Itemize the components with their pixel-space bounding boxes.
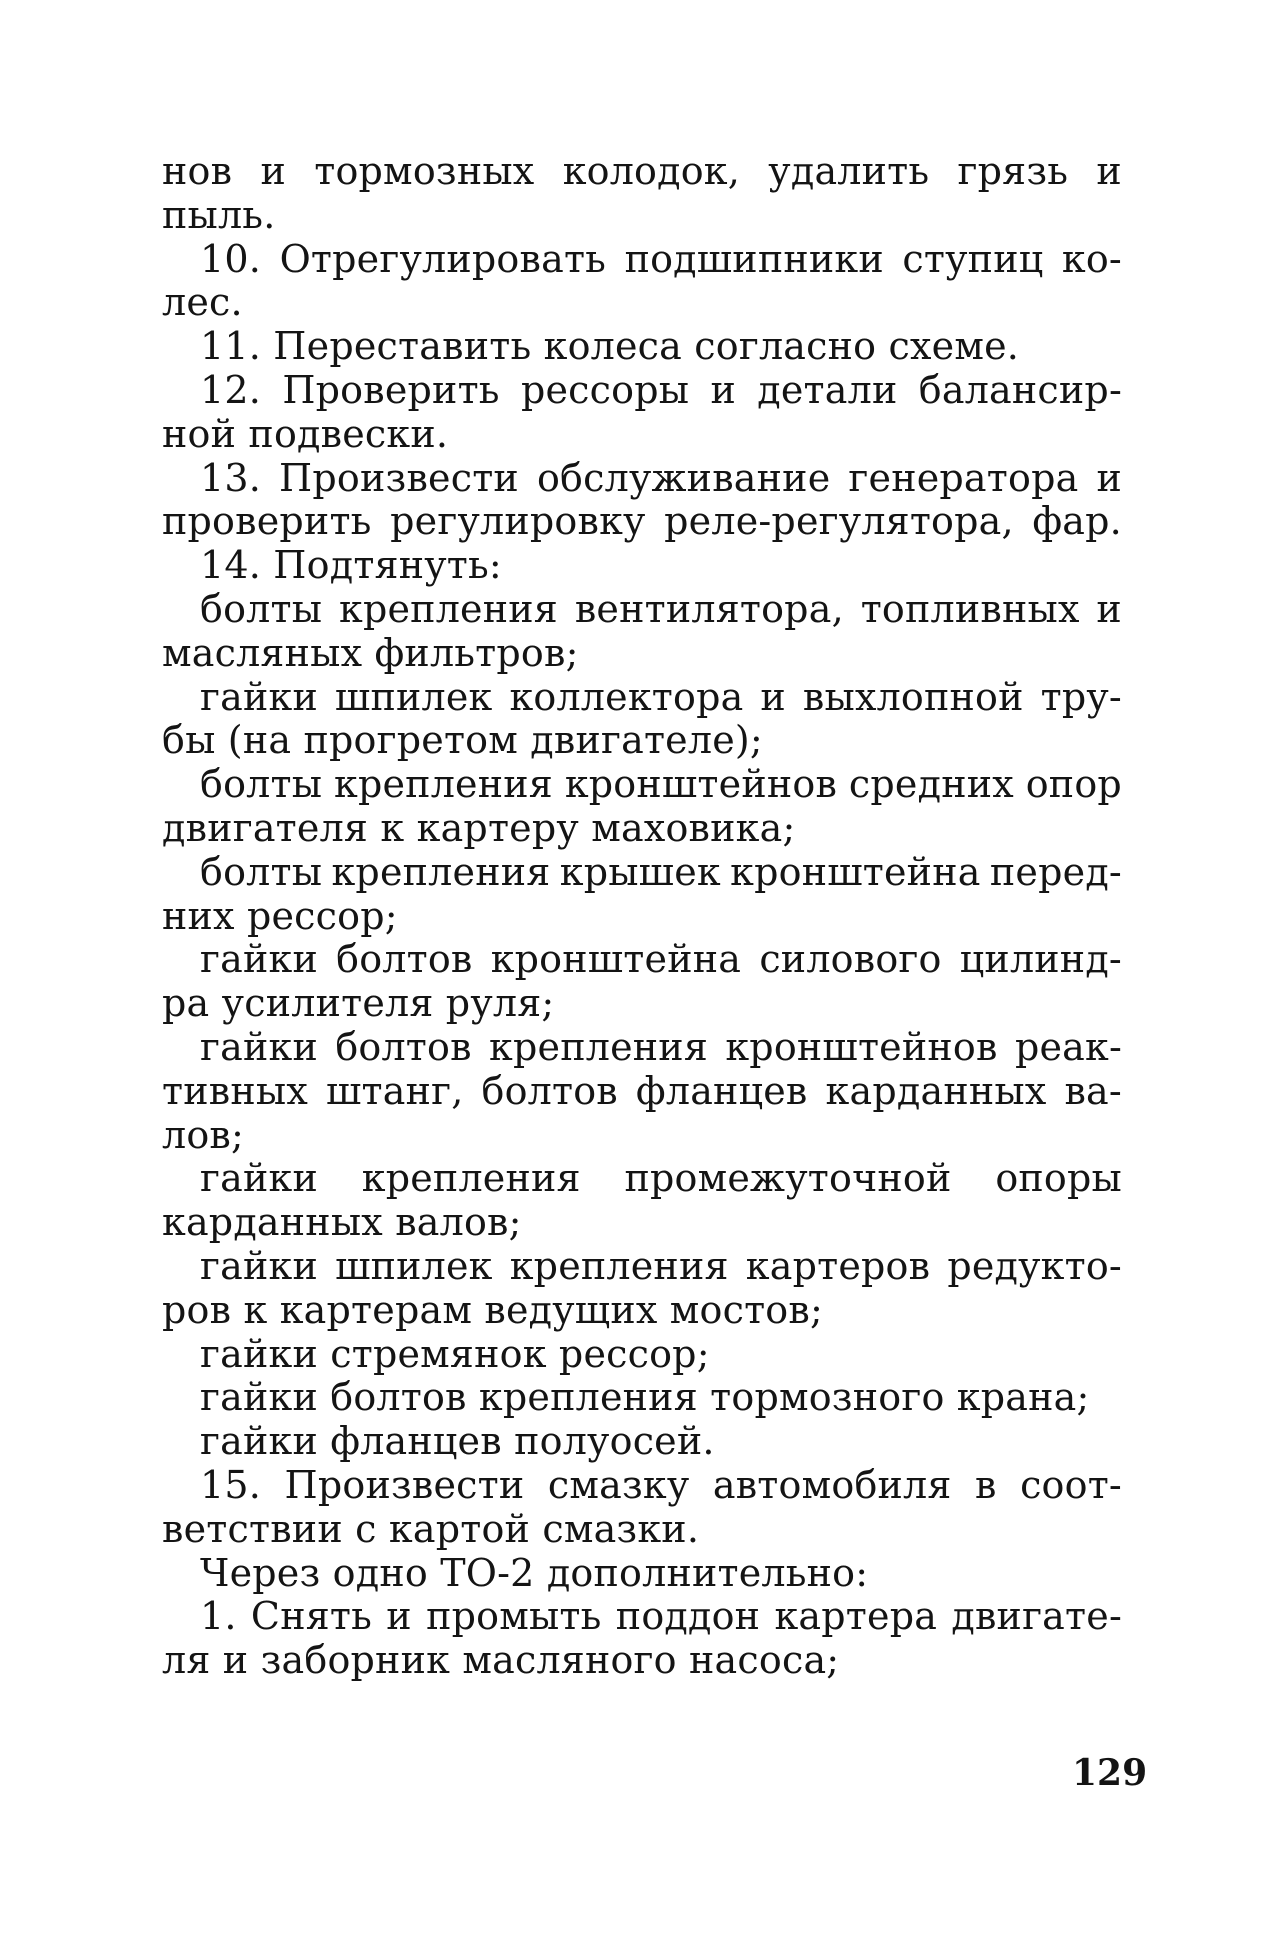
word: штанг,	[325, 1068, 464, 1113]
text-line	[162, 150, 1122, 194]
word: 1.	[200, 1594, 237, 1639]
text-line	[162, 1157, 1122, 1201]
word: реак-	[1014, 1024, 1122, 1069]
word: проверить	[162, 499, 372, 544]
word: детали	[757, 367, 898, 412]
word: кронштейнов	[564, 762, 838, 807]
text-line: Через одно ТО-2 дополнительно:	[200, 1550, 869, 1595]
word: удалить	[768, 149, 930, 193]
word: гайки	[200, 674, 318, 719]
text-line	[162, 763, 1122, 807]
word: опор	[1025, 762, 1122, 807]
word: Произвести	[279, 455, 519, 500]
word: крепления	[331, 849, 551, 894]
word: шпилек	[335, 1243, 493, 1288]
text-line: масляных фильтров;	[162, 630, 579, 675]
text-line: карданных валов;	[162, 1200, 522, 1245]
text-line	[162, 457, 1122, 501]
text-line: ра усилителя руля;	[162, 981, 555, 1026]
text-line: 14. Подтянуть:	[200, 543, 502, 588]
word: болтов	[335, 1024, 472, 1069]
word: 15.	[200, 1462, 262, 1507]
word: картера	[774, 1594, 938, 1639]
word: топливных	[860, 586, 1080, 631]
word: и	[1096, 586, 1122, 631]
word: болты	[200, 762, 323, 807]
word: крепления	[509, 1243, 729, 1288]
word: редукто-	[947, 1243, 1122, 1288]
word: болтов	[481, 1068, 618, 1113]
word: тормозных	[314, 149, 535, 193]
word: балансир-	[918, 367, 1122, 412]
word: гайки	[200, 937, 318, 982]
word: картеров	[745, 1243, 931, 1288]
word: силового	[759, 937, 942, 982]
word: автомобиля	[712, 1462, 952, 1507]
word: 12.	[200, 367, 262, 412]
word: цилинд-	[959, 937, 1122, 982]
word: болтов	[336, 937, 473, 982]
word: и	[710, 367, 736, 412]
text-line: ветствии с картой смазки.	[162, 1506, 700, 1551]
text-line	[162, 1026, 1122, 1070]
word: гайки	[200, 1243, 318, 1288]
text-line: ля и заборник масляного насоса;	[162, 1638, 840, 1683]
word: генератора	[848, 455, 1079, 500]
body-text	[162, 150, 1122, 1683]
word: и	[760, 674, 786, 719]
word: регулировку	[390, 499, 646, 544]
word: и	[1096, 455, 1122, 500]
text-line: лов;	[162, 1112, 245, 1157]
word: 10.	[200, 236, 262, 281]
text-line: них рессор;	[162, 893, 398, 938]
word: смазку	[547, 1462, 690, 1507]
word: тру-	[1040, 674, 1122, 719]
text-line: двигателя к картеру маховика;	[162, 805, 796, 850]
word: гайки	[200, 1024, 318, 1069]
page-number: 129	[1072, 1752, 1148, 1794]
text-line: гайки стремянок рессор;	[200, 1331, 710, 1376]
text-line	[162, 500, 1122, 544]
text-line	[162, 588, 1122, 632]
word: кронштейна	[730, 849, 981, 894]
word: фланцев	[635, 1068, 808, 1113]
word: грязь	[957, 149, 1069, 193]
word: двигате-	[951, 1594, 1122, 1639]
word: Произвести	[284, 1462, 525, 1507]
word: подшипники	[624, 236, 884, 281]
word: нов	[162, 149, 233, 193]
word: рессоры	[520, 367, 690, 412]
word: тивных	[162, 1068, 308, 1113]
word: крепления	[334, 762, 553, 807]
text-line: пыль.	[162, 192, 276, 237]
word: опоры	[995, 1156, 1122, 1201]
word: и	[260, 149, 286, 193]
word: ва-	[1064, 1068, 1122, 1113]
word: крепления	[489, 1024, 708, 1069]
word: ступиц	[902, 236, 1044, 281]
word: Проверить	[282, 367, 500, 412]
text-line: гайки фланцев полуосей.	[200, 1419, 715, 1464]
text-line	[162, 938, 1122, 982]
text-line: ров к картерам ведущих мостов;	[162, 1287, 823, 1332]
word: и	[1096, 149, 1122, 193]
word: коллектора	[509, 674, 744, 719]
word: 13.	[200, 455, 262, 500]
word: промыть	[426, 1594, 602, 1639]
text-line: 11. Переставить колеса согласно схеме.	[200, 324, 1020, 369]
text-line	[162, 369, 1122, 413]
word: болты	[200, 849, 323, 894]
word: Снять	[250, 1594, 373, 1639]
text-line	[162, 1245, 1122, 1289]
word: вентилятора,	[574, 586, 844, 631]
word: промежуточной	[624, 1156, 952, 1201]
word: Отрегулировать	[279, 236, 607, 281]
word: соот-	[1020, 1462, 1122, 1507]
text-line	[162, 238, 1122, 282]
word: болты	[200, 586, 323, 631]
text-line: лес.	[162, 280, 243, 325]
word: поддон	[615, 1594, 761, 1639]
word: карданных	[825, 1068, 1047, 1113]
word: ко-	[1061, 236, 1122, 281]
word: в	[975, 1462, 997, 1507]
word: кронштейнов	[725, 1024, 998, 1069]
text-line	[162, 851, 1122, 895]
text-line	[162, 1464, 1122, 1508]
text-line: гайки болтов крепления тормозного крана;	[200, 1375, 1090, 1420]
word: перед-	[989, 849, 1122, 894]
text-line	[162, 1595, 1122, 1639]
word: кронштейна	[490, 937, 742, 982]
word: реле-регулятора,	[664, 499, 1014, 544]
text-line: бы (на прогретом двигателе);	[162, 718, 763, 763]
text-line	[162, 676, 1122, 720]
word: обслуживание	[536, 455, 831, 500]
word: выхлопной	[802, 674, 1024, 719]
word: крепления	[361, 1156, 581, 1201]
word: гайки	[200, 1156, 318, 1201]
word: фар.	[1032, 499, 1122, 544]
word: шпилек	[334, 674, 493, 719]
text-line	[162, 1070, 1122, 1114]
text-line: ной подвески.	[162, 411, 449, 456]
word: крышек	[559, 849, 721, 894]
word: крепления	[339, 586, 558, 631]
word: и	[386, 1594, 412, 1639]
word: колодок,	[562, 149, 741, 193]
word: средних	[848, 762, 1014, 807]
